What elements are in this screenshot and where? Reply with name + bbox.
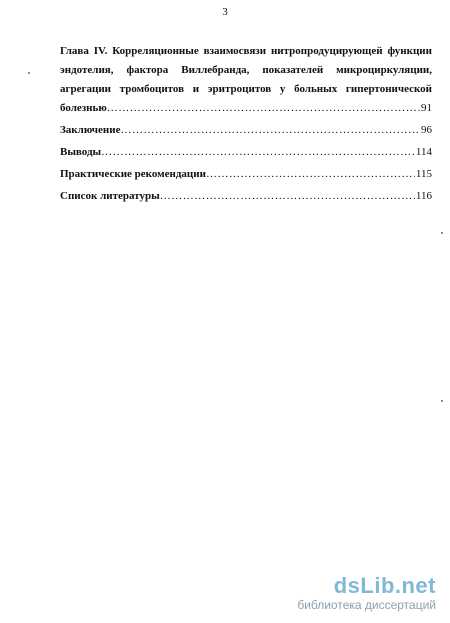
toc-entry-title: Выводы	[60, 146, 102, 158]
toc-page-number: 91	[421, 102, 432, 114]
toc-entry-title: Заключение	[60, 124, 121, 136]
dot-leader	[160, 187, 415, 206]
toc-page-number: 115	[415, 168, 432, 180]
toc-chapter-iv	[60, 42, 432, 118]
toc-page-number: 96	[421, 124, 432, 136]
table-of-contents	[60, 42, 432, 206]
dot-leader	[101, 143, 415, 162]
chapter-title-line: Глава IV. Корреляционные взаимосвязи нитропродуцирующей функции	[60, 45, 432, 57]
scan-speck	[441, 232, 443, 234]
toc-entry	[60, 165, 432, 184]
dot-leader	[120, 121, 420, 140]
toc-page-number: 114	[415, 146, 432, 158]
watermark-caption: библиотека диссертаций	[297, 598, 436, 612]
chapter-title-line: эндотелия, фактора Виллебранда, показателей микроциркуляции,	[60, 64, 432, 76]
toc-entry	[60, 121, 432, 140]
toc-page-number: 116	[415, 190, 432, 202]
chapter-last-line	[60, 99, 432, 118]
page-number: 3	[222, 6, 228, 18]
toc-entry	[60, 143, 432, 162]
toc-entry-title: Список литературы	[60, 190, 160, 202]
toc-entry	[60, 187, 432, 206]
dot-leader	[107, 99, 420, 118]
dot-leader	[206, 165, 415, 184]
watermark	[256, 574, 436, 612]
scan-speck	[441, 400, 443, 402]
scan-speck	[28, 72, 30, 74]
watermark-logo: dsLib.net	[333, 573, 436, 598]
toc-entry-title: Практические рекомендации	[60, 168, 206, 180]
chapter-title-line: агрегации тромбоцитов и эритроцитов у больных гипертонической	[60, 83, 432, 95]
chapter-title-end: болезнью	[60, 102, 107, 114]
